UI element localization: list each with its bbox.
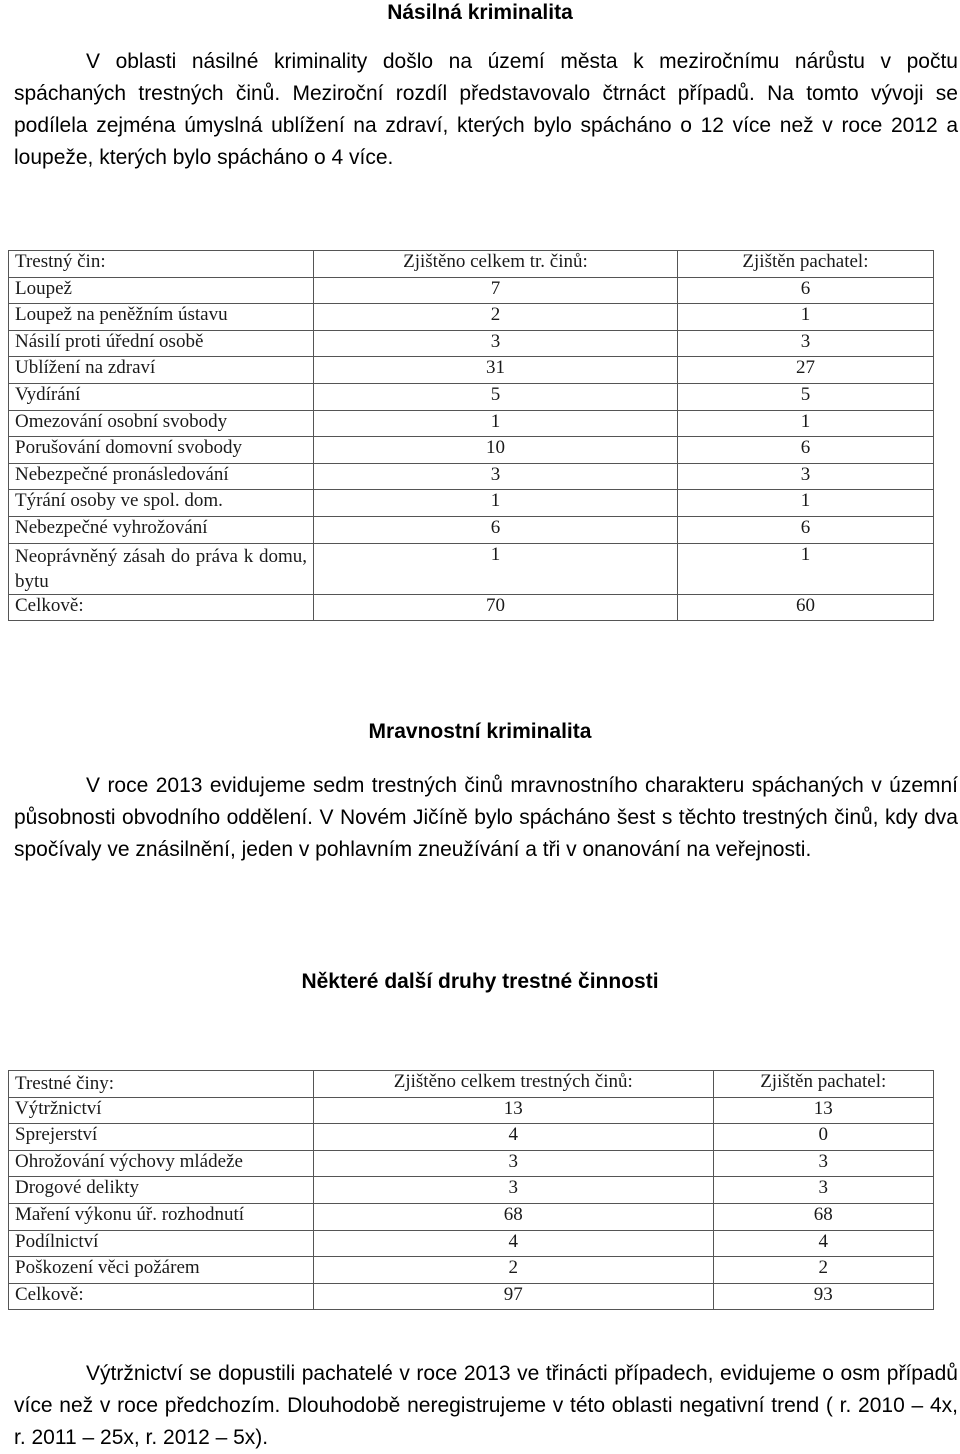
table-cell: 1 xyxy=(314,490,678,517)
table-cell: Násilí proti úřední osobě xyxy=(9,330,314,357)
table-row xyxy=(9,543,934,594)
table-header-cell: Trestný čin: xyxy=(9,251,314,278)
table-cell: 27 xyxy=(677,357,933,384)
table-cell: 7 xyxy=(314,277,678,304)
table-row xyxy=(9,330,934,357)
table-row xyxy=(9,1150,934,1177)
table-cell: Podílnictví xyxy=(9,1230,314,1257)
table-header-row xyxy=(9,1071,934,1098)
table-cell: Sprejerství xyxy=(9,1124,314,1151)
other-crime-table xyxy=(8,1070,934,1310)
table-cell: Ohrožování výchovy mládeže xyxy=(9,1150,314,1177)
table-cell: 3 xyxy=(314,1150,714,1177)
table-row xyxy=(9,490,934,517)
table-row xyxy=(9,1097,934,1124)
table-cell: 3 xyxy=(677,330,933,357)
table-cell: 93 xyxy=(713,1283,934,1310)
table-cell: 2 xyxy=(713,1257,934,1284)
table-cell: 1 xyxy=(314,410,678,437)
violent-crime-heading: Násilná kriminalita xyxy=(387,1,573,24)
table-cell: Loupež na peněžním ústavu xyxy=(9,304,314,331)
table-cell: Poškození věci požárem xyxy=(9,1257,314,1284)
table-cell: 6 xyxy=(677,277,933,304)
table-cell: 2 xyxy=(314,1257,714,1284)
table-cell: 70 xyxy=(314,594,678,621)
table-row xyxy=(9,277,934,304)
table-row xyxy=(9,516,934,543)
table-cell: Porušování domovní svobody xyxy=(9,437,314,464)
table-cell: Omezování osobní svobody xyxy=(9,410,314,437)
table-cell: Celkově: xyxy=(9,1283,314,1310)
table-row xyxy=(9,410,934,437)
table-row xyxy=(9,1257,934,1284)
violent-crime-table xyxy=(8,250,934,621)
table-header-cell: Zjištěn pachatel: xyxy=(677,251,933,278)
table-cell: 3 xyxy=(314,330,678,357)
table-header-cell: Trestné činy: xyxy=(9,1071,314,1098)
table-cell: 5 xyxy=(677,383,933,410)
table-cell: Nebezpečné pronásledování xyxy=(9,463,314,490)
table-cell: 6 xyxy=(677,437,933,464)
table-row xyxy=(9,1203,934,1230)
table-cell: 1 xyxy=(677,304,933,331)
table-cell: 3 xyxy=(314,1177,714,1204)
table-row xyxy=(9,304,934,331)
table-row xyxy=(9,463,934,490)
table-cell: 3 xyxy=(314,463,678,490)
table-cell: 13 xyxy=(314,1097,714,1124)
table-cell: Ublížení na zdraví xyxy=(9,357,314,384)
table-cell: 0 xyxy=(713,1124,934,1151)
table-cell: 1 xyxy=(314,543,678,594)
other-crime-paragraph: Výtržnictví se dopustili pachatelé v roce 2013 ve třinácti případech, evidujeme o osm případů více než v roce předchozím. Dlouhodobě neregistrujeme v této oblasti negativní trend ( r. 2010 – 4x, r. 2011 – 25x, r. 2012 – 5x). xyxy=(14,1362,958,1449)
other-crime-table-body xyxy=(9,1071,934,1310)
table-cell: 4 xyxy=(314,1230,714,1257)
table-header-cell: Zjištěno celkem trestných činů: xyxy=(314,1071,714,1098)
table-cell: Drogové delikty xyxy=(9,1177,314,1204)
table-cell: 1 xyxy=(677,543,933,594)
table-row xyxy=(9,1124,934,1151)
table-cell: 2 xyxy=(314,304,678,331)
table-cell: 13 xyxy=(713,1097,934,1124)
table-row xyxy=(9,357,934,384)
table-cell: 4 xyxy=(713,1230,934,1257)
table-row xyxy=(9,1283,934,1310)
table-cell: 1 xyxy=(677,490,933,517)
table-cell: Výtržnictví xyxy=(9,1097,314,1124)
table-cell: 6 xyxy=(314,516,678,543)
table-cell: 5 xyxy=(314,383,678,410)
table-cell: Neoprávněný zásah do práva k domu, bytu xyxy=(9,543,314,594)
table-row xyxy=(9,383,934,410)
table-row xyxy=(9,1230,934,1257)
table-cell: 68 xyxy=(314,1203,714,1230)
table-cell: 10 xyxy=(314,437,678,464)
table-cell: Nebezpečné vyhrožování xyxy=(9,516,314,543)
table-cell: Vydírání xyxy=(9,383,314,410)
other-crime-heading: Některé další druhy trestné činnosti xyxy=(301,970,659,993)
violent-crime-paragraph: V oblasti násilné kriminality došlo na území města k meziročnímu nárůstu v počtu spáchaných trestných činů. Meziroční rozdíl představovalo čtrnáct případů. Na tomto vývoji se podílela zejména úmyslná ublížení na zdraví, kterých bylo spácháno o 12 více než v roce 2012 a loupeže, kterých bylo spácháno o 4 více. xyxy=(14,50,958,169)
table-cell: Celkově: xyxy=(9,594,314,621)
table-cell: 3 xyxy=(713,1177,934,1204)
table-cell: 6 xyxy=(677,516,933,543)
table-cell: 68 xyxy=(713,1203,934,1230)
table-cell: Maření výkonu úř. rozhodnutí xyxy=(9,1203,314,1230)
moral-crime-paragraph: V roce 2013 evidujeme sedm trestných činů mravnostního charakteru spáchaných v územní působnosti obvodního oddělení. V Novém Jičíně bylo spácháno šest s těchto trestných činů, kdy dva spočívaly ve znásilnění, jeden v pohlavním zneužívání a tři v onanování na veřejnosti. xyxy=(14,774,958,861)
moral-crime-heading: Mravnostní kriminalita xyxy=(368,720,592,743)
table-cell: Týrání osoby ve spol. dom. xyxy=(9,490,314,517)
table-row xyxy=(9,1177,934,1204)
table-cell: 3 xyxy=(713,1150,934,1177)
table-header-row xyxy=(9,251,934,278)
table-cell: 1 xyxy=(677,410,933,437)
table-header-cell: Zjištěn pachatel: xyxy=(713,1071,934,1098)
table-cell: 3 xyxy=(677,463,933,490)
table-cell: 4 xyxy=(314,1124,714,1151)
table-header-cell: Zjištěno celkem tr. činů: xyxy=(314,251,678,278)
table-row xyxy=(9,594,934,621)
violent-crime-table-body xyxy=(9,251,934,621)
table-cell: 60 xyxy=(677,594,933,621)
table-row xyxy=(9,437,934,464)
table-cell: 97 xyxy=(314,1283,714,1310)
table-cell: 31 xyxy=(314,357,678,384)
table-cell: Loupež xyxy=(9,277,314,304)
